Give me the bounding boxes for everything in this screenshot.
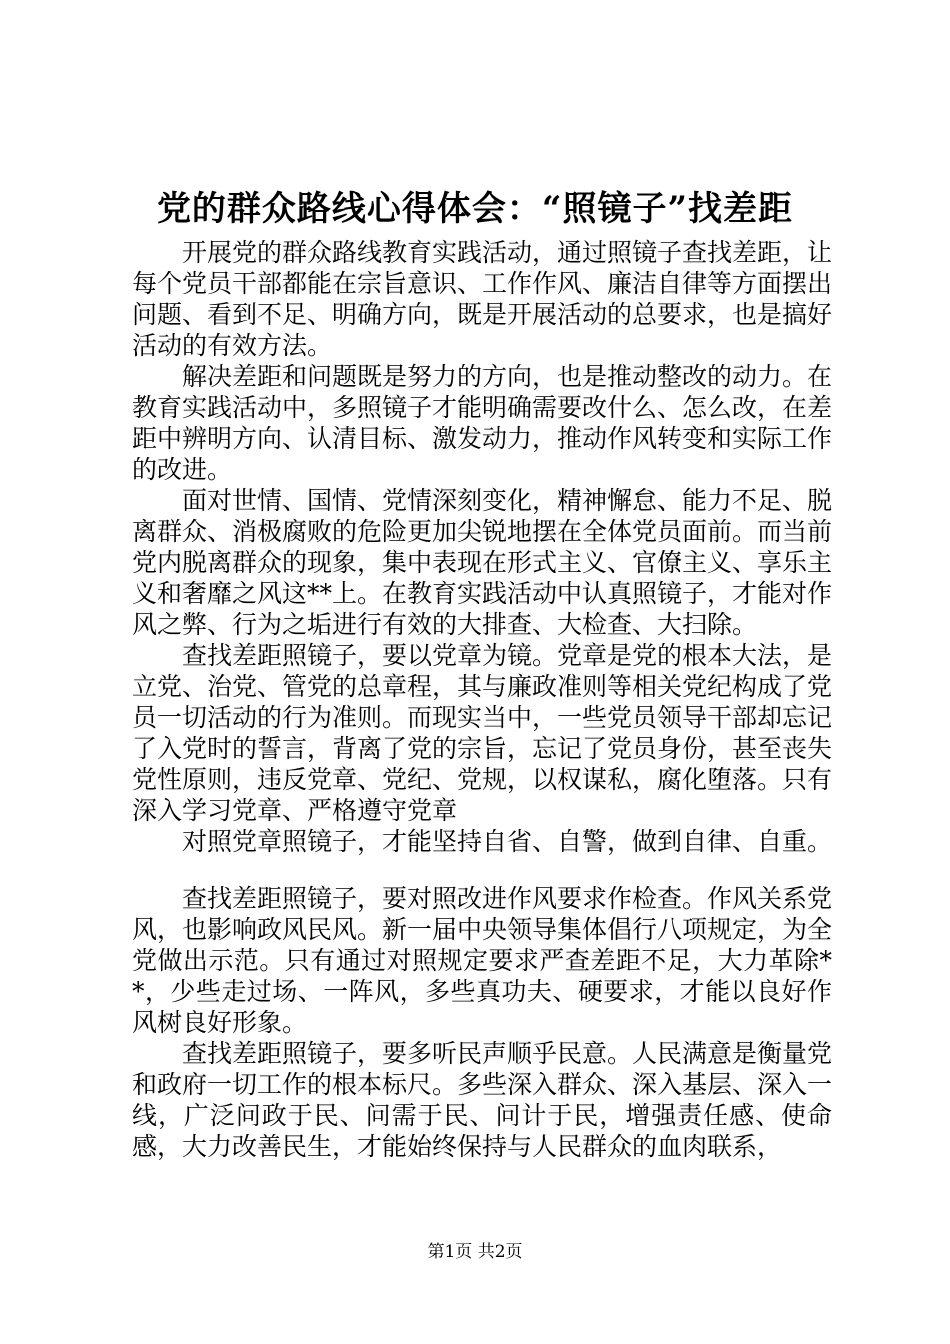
paragraph: 查找差距照镜子，要多听民声顺乎民意。人民满意是衡量党和政府一切工作的根本标尺。多些深入群众、深入基层、深入一线，广泛问政于民、问需于民、问计于民，增强责任感、使命感，大力改善民生，才能始终保持与人民群众的血肉联系， [132, 1039, 833, 1161]
document-title: 党的群众路线心得体会：“照镜子”找差距 [156, 189, 794, 229]
page-footer: 第1页 共2页 [427, 1242, 523, 1262]
paragraph: 开展党的群众路线教育实践活动，通过照镜子查找差距，让每个党员干部都能在宗旨意识、工作作风、廉洁自律等方面摆出问题、看到不足、明确方向，既是开展活动的总要求，也是搞好活动的有效方法。 [132, 238, 833, 360]
paragraph: 查找差距照镜子，要以党章为镜。党章是党的根本大法，是立党、治党、管党的总章程，其与廉政准则等相关党纪构成了党员一切活动的行为准则。而现实当中，一些党员领导干部却忘记了入党时的誓言，背离了党的宗旨，忘记了党员身份，甚至丧失党性原则，违反党章、党纪、党规，以权谋私，腐化堕落。只有深入学习党章、严格遵守党章 [132, 641, 833, 825]
paragraph: 解决差距和问题既是努力的方向，也是推动整改的动力。在教育实践活动中，多照镜子才能明确需要改什么、怎么改，在差距中辨明方向、认清目标、激发动力，推动作风转变和实际工作的改进。 [132, 362, 833, 484]
document-body [132, 237, 832, 1162]
paragraph: 查找差距照镜子，要对照改进作风要求作检查。作风关系党风，也影响政风民风。新一届中央领导集体倡行八项规定，为全党做出示范。只有通过对照规定要求严查差距不足，大力革除**，少些走过场、一阵风，多些真功夫、硬要求，才能以良好作风树良好形象。 [132, 884, 833, 1037]
paragraph: 对照党章照镜子，才能坚持自省、自警，做到自律、自重。 [182, 827, 833, 856]
paragraph: 面对世情、国情、党情深刻变化，精神懈怠、能力不足、脱离群众、消极腐败的危险更加尖锐地摆在全体党员面前。而当前党内脱离群众的现象，集中表现在形式主义、官僚主义、享乐主义和奢靡之风这**上。在教育实践活动中认真照镜子，才能对作风之弊、行为之垢进行有效的大排查、大检查、大扫除。 [132, 486, 833, 639]
